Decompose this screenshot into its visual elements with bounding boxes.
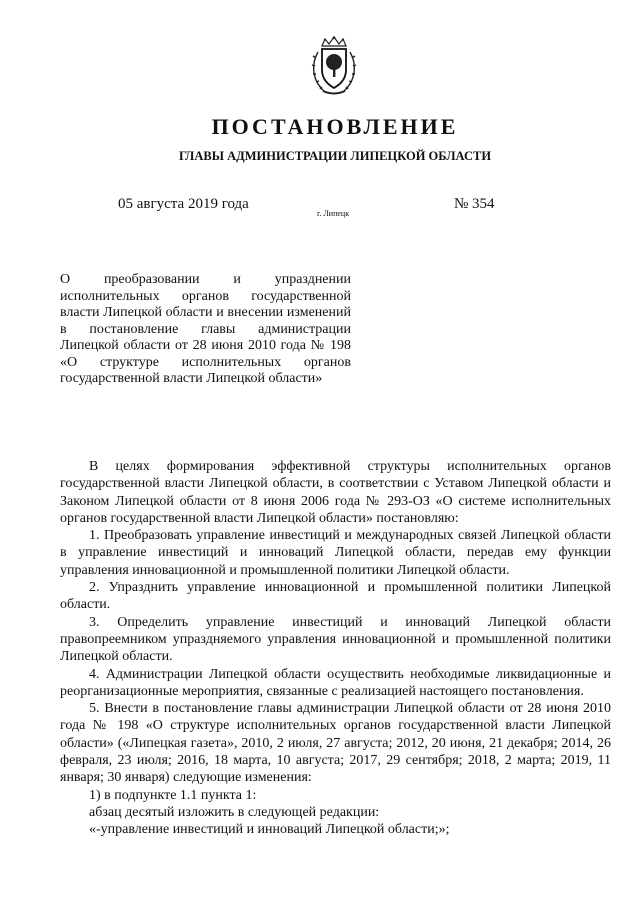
document-title: ПОСТАНОВЛЕНИЕ <box>211 114 459 139</box>
document-city: г. Липецк <box>317 209 350 218</box>
body-paragraph: В целях формирования эффективной структуры исполнительных органов государственной власти Липецкой области, в соответствии с Уставом Липецкой области и Законом Липецкой области от 8 июня 2006 года № 293-ОЗ «О системе исполнительных органов государственной власти Липецкой области» постановляю: <box>60 459 611 526</box>
body-paragraph: 3. Определить управление инвестиций и инноваций Липецкой области правопреемником упраздняемого управления инновационной и промышленной политики Липецкой области. <box>60 614 611 665</box>
document-subject: О преобразовании и упразднении исполнительных органов государственной власти Липецкой области и внесении изменений в постановление главы администрации Липецкой области от 28 июня 2010 года № 198 «О структуре исполнительных органов государственной власти Липецкой области» <box>60 272 351 386</box>
document-subtitle: ГЛАВЫ АДМИНИСТРАЦИИ ЛИПЕЦКОЙ ОБЛАСТИ <box>178 149 492 163</box>
body-paragraph: 1. Преобразовать управление инвестиций и международных связей Липецкой области в управление инвестиций и инноваций Липецкой области, передав ему функции управления инновационной и промышленной политики Липецкой области. <box>60 528 611 578</box>
coat-of-arms-icon <box>309 36 359 96</box>
body-paragraph: «-управление инвестиций и инноваций Липецкой области;»; <box>89 822 450 838</box>
body-paragraph: 1) в подпункте 1.1 пункта 1: <box>89 787 257 803</box>
body-paragraph: 5. Внести в постановление главы администрации Липецкой области от 28 июня 2010 года № 198 «О структуре исполнительных органов государственной власти Липецкой области» («Липецкая газета», 2010, 2 июля, 27 августа; 2012, 20 июня, 21 декабря; 2014, 26 февраля, 23 июля; 2016, 18 марта, 10 августа; 2017, 29 сентября; 2018, 2 марта; 2019, 11 января; 30 января) следующие изменения: <box>60 701 611 786</box>
body-paragraph: 2. Упразднить управление инновационной и промышленной политики Липецкой области. <box>60 580 611 613</box>
body-paragraph: абзац десятый изложить в следующей редакции: <box>89 804 380 820</box>
body-paragraph: 4. Администрации Липецкой области осуществить необходимые ликвидационные и реорганизационные мероприятия, связанные с реализацией настоящего постановления. <box>60 666 611 699</box>
document-date: 05 августа 2019 года <box>118 196 249 212</box>
document-body <box>60 458 611 839</box>
document-number: № 354 <box>454 196 495 212</box>
